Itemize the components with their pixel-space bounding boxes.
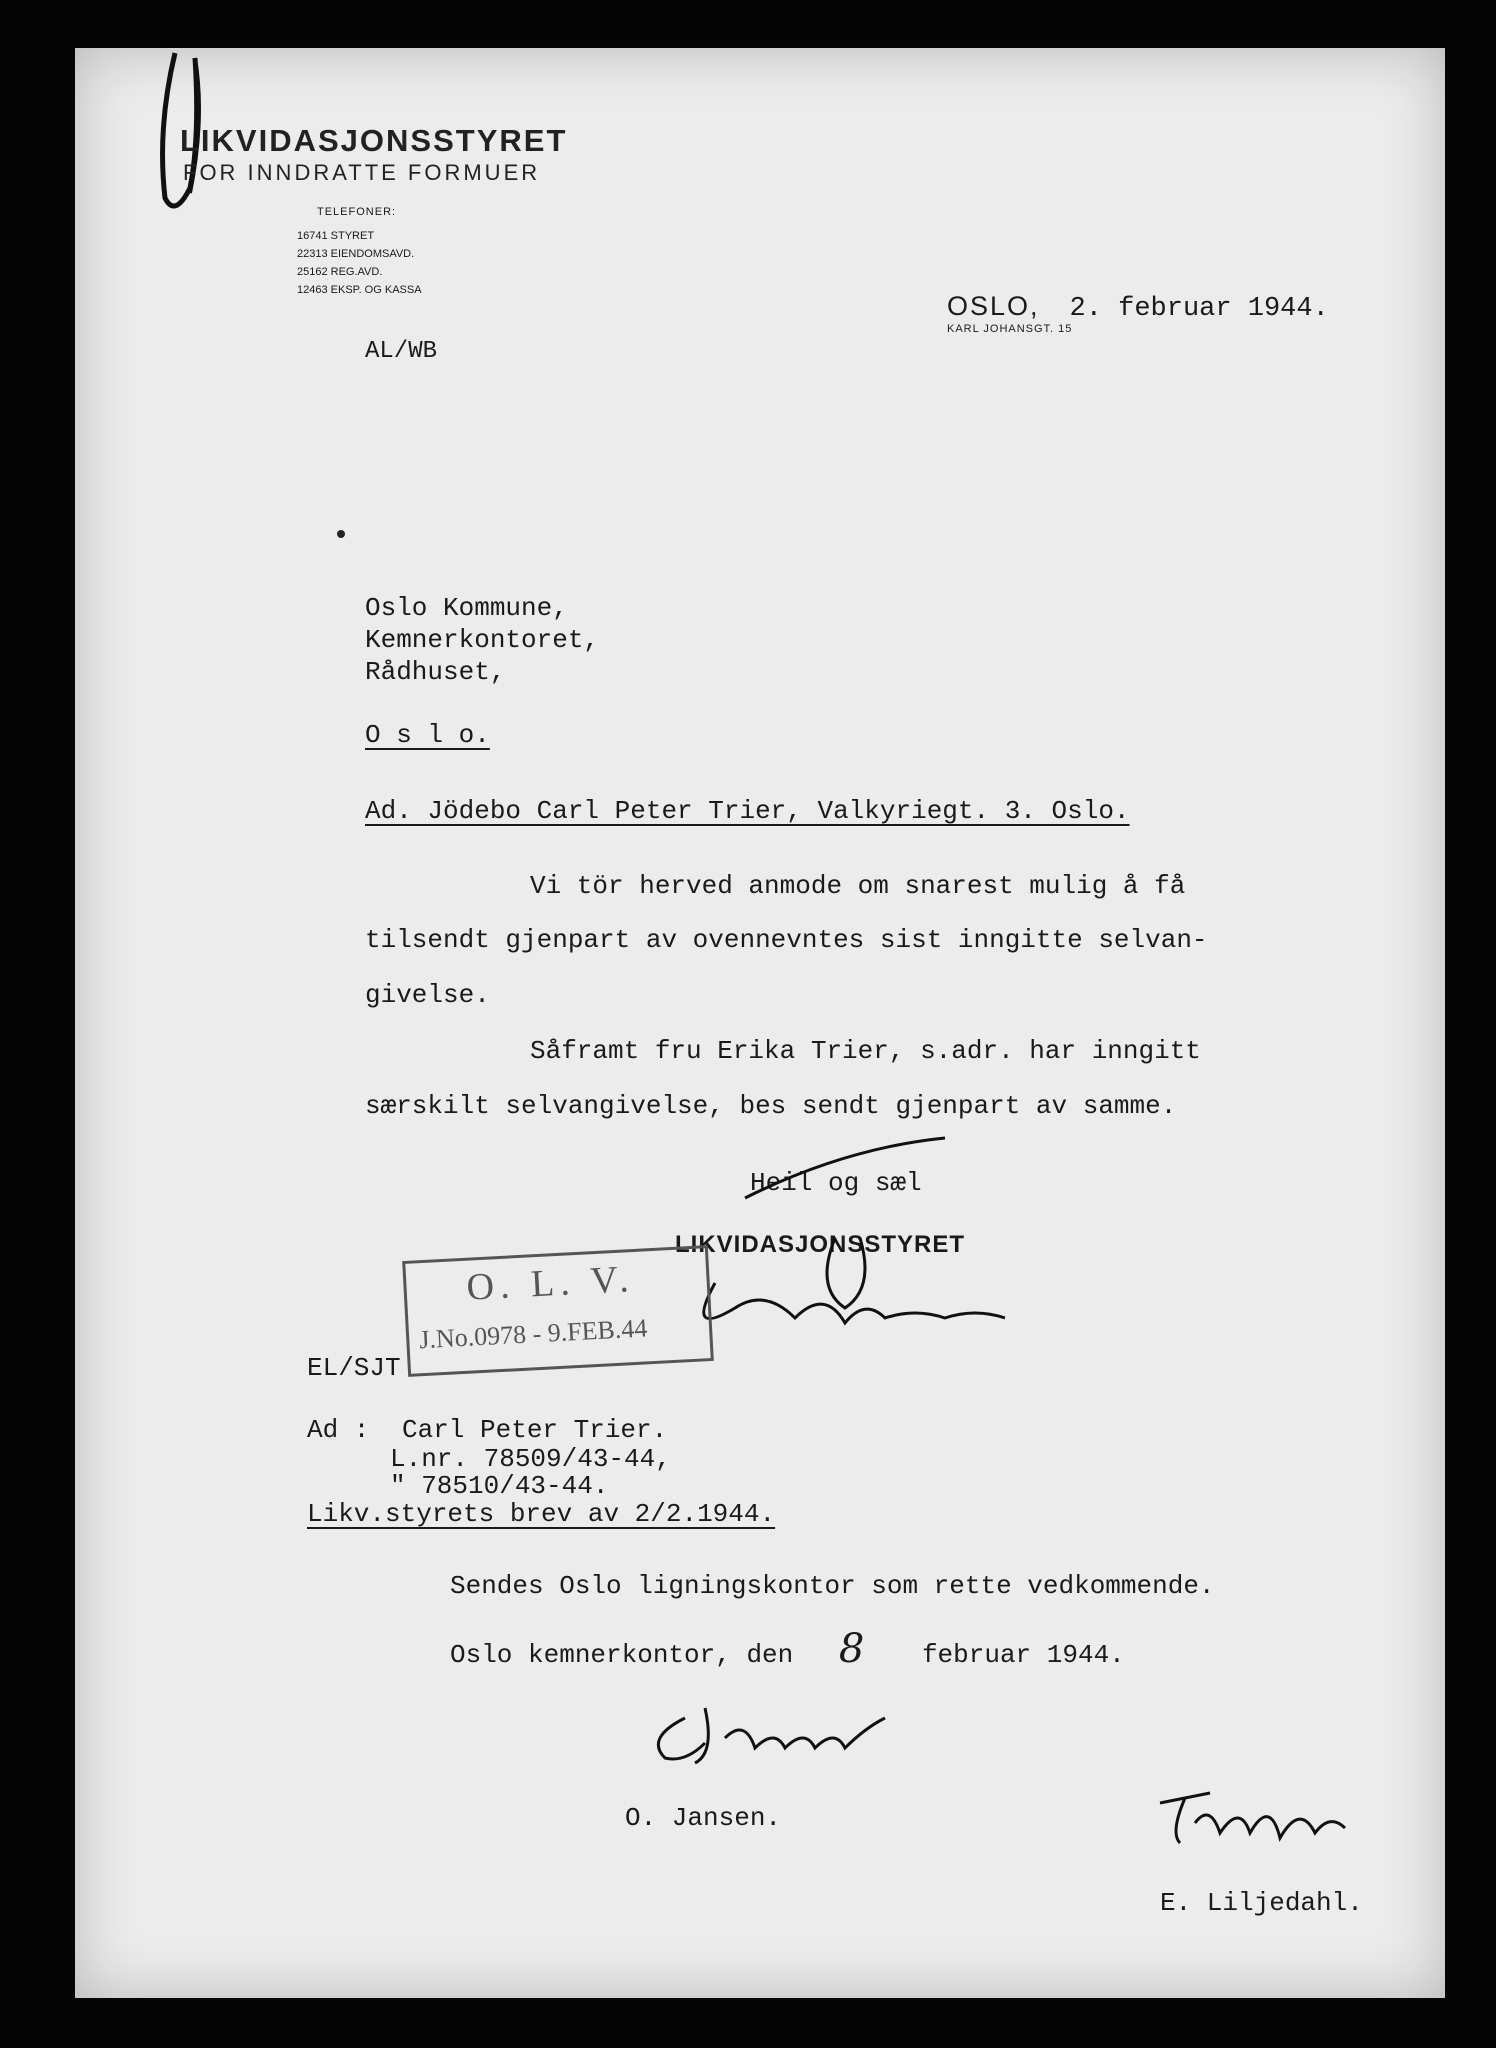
reply-text-part: Oslo kemnerkontor, den <box>450 1640 794 1670</box>
body-line: tilsendt gjenpart av ovennevntes sist inngitte selvan- <box>365 925 1208 955</box>
reply-ad-label: Ad : <box>307 1415 370 1445</box>
reply-reference: EL/SJT <box>307 1353 401 1383</box>
reply-lnr: " 78510/43-44. <box>390 1471 609 1501</box>
phone-line: 12463 EKSP. OG KASSA <box>297 284 422 296</box>
body-line: særskilt selvangivelse, bes sendt gjenpart av samme. <box>365 1091 1177 1121</box>
reply-letter-ref: Likv.styrets brev av 2/2.1944. <box>307 1499 776 1529</box>
received-stamp <box>402 1245 714 1377</box>
reply-text: Sendes Oslo ligningskontor som rette vedkommende. <box>450 1571 1215 1601</box>
recipient-line: Rådhuset, <box>365 657 506 687</box>
letterhead-subtitle: FOR INNDRATTE FORMUER <box>183 160 541 185</box>
recipient-line: Kemnerkontoret, <box>365 625 600 655</box>
closing-greeting: Heil og sæl <box>750 1168 922 1198</box>
phone-line: 22313 EIENDOMSAVD. <box>297 248 415 260</box>
date-line <box>947 291 1329 324</box>
reply-text <box>450 1626 1125 1672</box>
phone-line: 16741 STYRET <box>297 230 375 242</box>
closing-org: LIKVIDASJONSSTYRET <box>675 1231 966 1258</box>
recipient-line: Oslo Kommune, <box>365 593 568 623</box>
stamp-journal-number: J.No.0978 - 9.FEB.44 <box>418 1313 649 1355</box>
city: OSLO, <box>947 291 1040 321</box>
letter-date: 2. februar 1944. <box>1069 294 1329 324</box>
phones-label: TELEFONER: <box>317 206 397 218</box>
body-line: Vi tör herved anmode om snarest mulig å få <box>530 871 1186 901</box>
signer-jansen: O. Jansen. <box>625 1803 782 1833</box>
handwritten-day: 8 <box>838 1626 865 1672</box>
subject-line: Ad. Jödebo Carl Peter Trier, Valkyriegt. 3. Oslo. <box>365 796 1130 826</box>
body-line: givelse. <box>365 980 490 1010</box>
office-address: KARL JOHANSGT. 15 <box>947 323 1073 335</box>
jansen-signature <box>645 1698 905 1768</box>
reply-text-part: februar 1944. <box>921 1640 1125 1670</box>
document-page <box>75 48 1445 1998</box>
stamp-title: O. L. V. <box>465 1257 636 1309</box>
recipient-city: O s l o. <box>365 720 490 750</box>
phone-line: 25162 REG.AVD. <box>297 266 383 278</box>
reply-lnr: L.nr. 78509/43-44, <box>390 1444 671 1474</box>
ink-dot <box>337 530 345 538</box>
signer-liljedahl: E. Liljedahl. <box>1160 1888 1363 1918</box>
reply-name: Carl Peter Trier. <box>402 1415 668 1445</box>
letterhead-title: LIKVIDASJONSSTYRET <box>180 123 568 158</box>
body-line: Såframt fru Erika Trier, s.adr. har inngitt <box>530 1036 1201 1066</box>
reference-code: AL/WB <box>365 338 438 365</box>
liljedahl-signature <box>1150 1783 1360 1853</box>
